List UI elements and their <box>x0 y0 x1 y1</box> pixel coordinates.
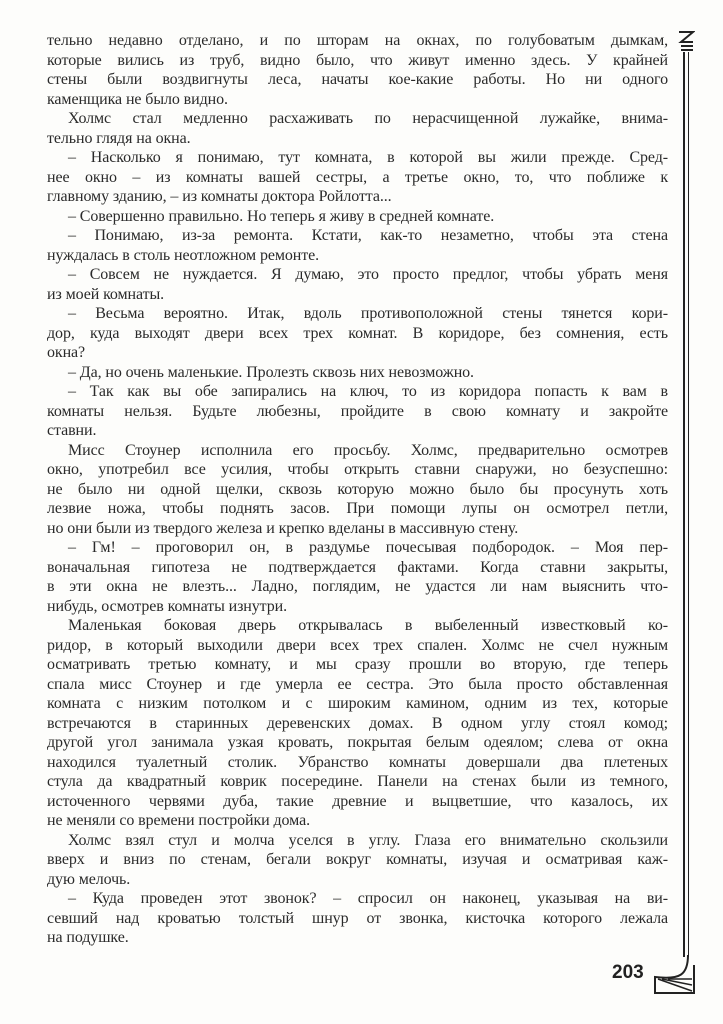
text-line: лезвие ножа, чтобы поднять засов. При помощи лупы он осмотрел петли, <box>47 500 668 517</box>
ornament-top-icon <box>677 30 695 54</box>
text-line: – Насколько я понимаю, тут комната, в которой вы жили прежде. Сред- <box>68 149 668 166</box>
text-line: которые вились из труб, видно было, что живут именно здесь. У крайней <box>47 51 668 69</box>
page-border-line <box>688 52 689 957</box>
text-line: из моей комнаты. <box>47 285 165 303</box>
text-line: – Понимаю, из-за ремонта. Кстати, как-то незаметно, чтобы эта стена <box>68 227 668 244</box>
text-line: севший над кроватью толстый шнур от звонка, кисточка которого лежала <box>47 909 668 927</box>
page-border-line <box>683 52 685 957</box>
page-number: 203 <box>612 962 644 983</box>
text-line: Холмс стал медленно расхаживать по нерасчищенной лужайке, внима- <box>68 110 668 127</box>
text-line: – Да, но очень маленькие. Пролезть сквозь них невозможно. <box>68 363 474 381</box>
text-line: ставни. <box>47 422 97 439</box>
page-body-text <box>47 31 668 948</box>
text-line: комнаты нельзя. Будьте любезны, пройдите в свою комнату и закройте <box>47 402 668 420</box>
text-line: нибудь, осмотрев комнаты изнутри. <box>47 597 288 615</box>
text-line: окно, употребил все усилия, чтобы открыть ставни снаружи, но безуспешно: <box>47 461 668 478</box>
text-line: ридор, в который выходили двери всех трех спален. Холмс не счел нужным <box>47 636 668 654</box>
text-line: находился туалетный столик. Убранство комнаты довершали два плетеных <box>47 753 668 771</box>
text-line: но они были из твердого железа и крепко вделаны в массивную стену. <box>47 519 519 537</box>
text-line: встречаются в старинных деревенских домах. В одном углу стоял комод; <box>47 714 668 732</box>
text-line: нуждалась в столь неотложном ремонте. <box>47 246 320 264</box>
text-line: источенного червями дуба, такие древние и выцветшие, что казалось, их <box>47 792 668 810</box>
text-line: спала мисс Стоунер и где умерла ее сестра. Это была просто обставленная <box>47 675 668 693</box>
text-line: стула да квадратный коврик посередине. Панели на стенах были из темного, <box>47 773 668 790</box>
text-line: каменщика не было видно. <box>47 90 228 108</box>
text-line: дор, куда выходят двери всех трех комнат. В коридоре, без сомнения, есть <box>47 324 668 342</box>
text-line: тельно недавно отделано, и по шторам на окнах, по голубоватым дымкам, <box>47 32 668 49</box>
text-line: – Куда проведен этот звонок? – спросил он наконец, указывая на ви- <box>68 890 668 907</box>
text-line: – Совсем не нуждается. Я думаю, это просто предлог, чтобы убрать меня <box>68 266 668 283</box>
text-line: в эти окна не влезть... Ладно, поглядим, не удастся ли нам выяснить что- <box>47 578 668 595</box>
text-line: – Гм! – проговорил он, в раздумье почесывая подбородок. – Моя пер- <box>68 539 668 556</box>
text-line: дую мелочь. <box>47 870 131 888</box>
text-line: тельно глядя на окна. <box>47 129 191 147</box>
text-line: – Весьма вероятно. Итак, вдоль противоположной стены тянется кори- <box>68 305 668 322</box>
text-line: комната с низким потолком и с широким камином, одним из тех, которые <box>47 695 668 712</box>
text-line: вверх и вниз по стенам, бегали вокруг комнаты, изучая и осматривая каж- <box>47 851 668 868</box>
text-line: окна? <box>47 344 86 361</box>
text-line: Маленькая боковая дверь открывалась в выбеленный известковый ко- <box>68 617 668 634</box>
ornament-bottom-icon <box>650 955 695 995</box>
text-line: на подушке. <box>47 929 129 946</box>
text-line: воначальная гипотеза не подтверждается фактами. Когда ставни закрыты, <box>47 558 668 576</box>
text-line: не меняли со времени постройки дома. <box>47 812 310 829</box>
text-line: стены были воздвигнуты леса, начаты кое-какие работы. Но ни одного <box>47 71 668 88</box>
text-line: Холмс взял стул и молча уселся в углу. Глаза его внимательно скользили <box>68 831 668 849</box>
text-line: – Так как вы обе запирались на ключ, то из коридора попасть к вам в <box>68 383 668 400</box>
text-line: осматривать третью комнату, и мы сразу прошли во вторую, где теперь <box>47 656 668 673</box>
text-line: – Совершенно правильно. Но теперь я живу в средней комнате. <box>68 207 495 225</box>
text-line: другой угол занимала узкая кровать, покрытая белым одеялом; слева от окна <box>47 734 668 751</box>
text-line: Мисс Стоунер исполнила его просьбу. Холмс, предварительно осмотрев <box>68 441 668 459</box>
text-line: не было ни одной щелки, сквозь которую можно было бы просунуть хоть <box>47 480 668 498</box>
text-line: главному зданию, – из комнаты доктора Ройлотта... <box>47 188 392 205</box>
text-line: нее окно – из комнаты вашей сестры, а третье окно, то, что поближе к <box>47 168 668 186</box>
